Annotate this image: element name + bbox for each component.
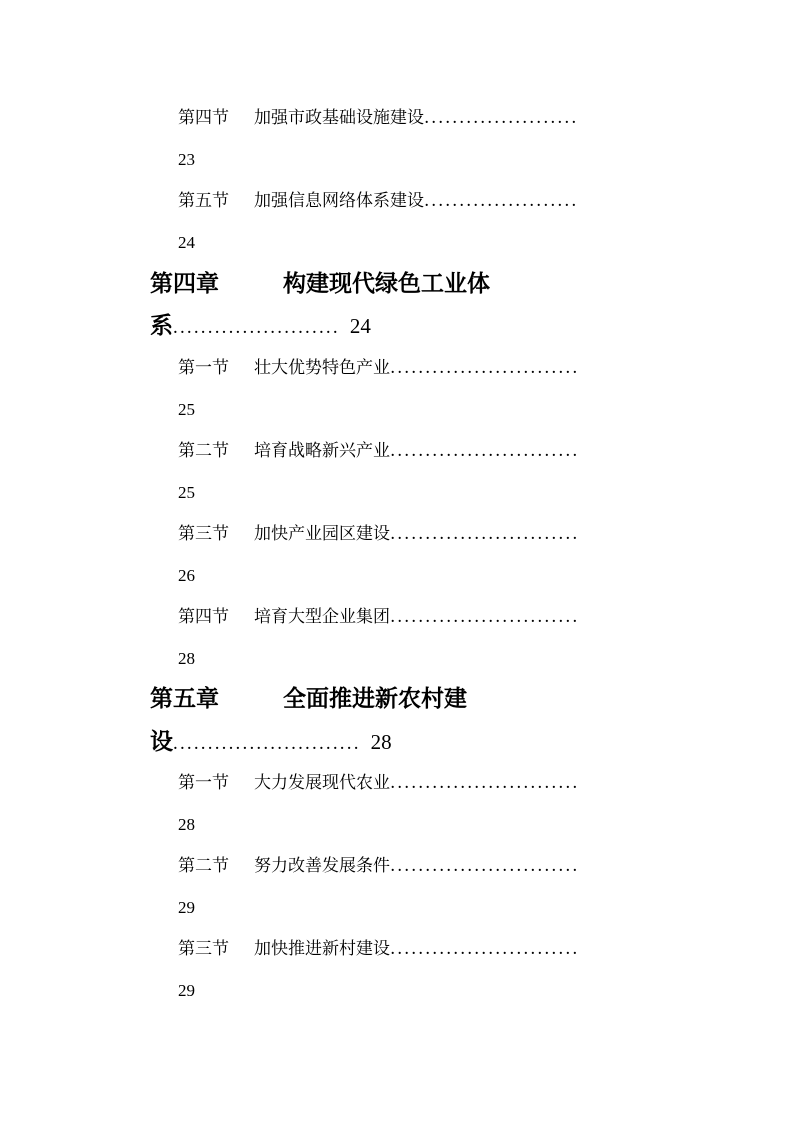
section-label: 第三节	[178, 524, 229, 544]
leader-dots: ...........................	[390, 773, 580, 793]
section-title: 努力改善发展条件	[254, 856, 390, 876]
section-label: 第五节	[178, 191, 229, 211]
leader-dots: ...........................	[390, 441, 580, 461]
section-title: 大力发展现代农业	[254, 773, 390, 793]
toc-page-number: 29	[178, 898, 195, 917]
section-label: 第四节	[178, 108, 229, 128]
section-title: 加强市政基础设施建设	[254, 108, 424, 128]
leader-dots: ......................	[424, 108, 579, 128]
toc-page-number: 26	[178, 566, 195, 585]
toc-section-entry[interactable]	[178, 110, 578, 127]
chapter-page-number: 24	[349, 314, 371, 338]
toc-section-entry[interactable]	[178, 609, 579, 626]
section-title: 加强信息网络体系建设	[254, 191, 424, 211]
toc-section-entry[interactable]	[178, 193, 578, 210]
toc-chapter-entry[interactable]	[150, 273, 490, 296]
leader-dots: ...........................	[390, 939, 580, 959]
chapter-title: 全面推进新农村建	[283, 686, 467, 712]
leader-dots: ......................	[424, 191, 579, 211]
chapter-label: 第五章	[150, 686, 219, 712]
toc-page-number: 28	[178, 649, 195, 668]
toc-section-entry[interactable]	[178, 526, 579, 543]
toc-section-entry[interactable]	[178, 858, 579, 875]
section-title: 培育大型企业集团	[254, 607, 390, 627]
section-label: 第四节	[178, 607, 229, 627]
leader-dots: ...........................	[390, 607, 580, 627]
section-title: 加快产业园区建设	[254, 524, 390, 544]
chapter-page-number: 28	[370, 730, 392, 754]
section-label: 第三节	[178, 939, 229, 959]
toc-section-entry[interactable]	[178, 443, 579, 460]
toc-page-number: 24	[178, 233, 195, 252]
leader-dots: ...........................	[173, 733, 361, 754]
toc-section-entry[interactable]	[178, 941, 579, 958]
section-label: 第一节	[178, 358, 229, 378]
section-label: 第二节	[178, 856, 229, 876]
chapter-title-tail: 系	[150, 313, 173, 339]
leader-dots: ........................	[173, 317, 340, 338]
toc-page-number: 29	[178, 981, 195, 1000]
toc-chapter-continuation	[150, 315, 371, 338]
section-title: 培育战略新兴产业	[254, 441, 390, 461]
toc-section-entry[interactable]	[178, 360, 579, 377]
toc-chapter-continuation	[150, 731, 392, 754]
toc-page-number: 23	[178, 150, 195, 169]
leader-dots: ...........................	[390, 856, 580, 876]
toc-page-number: 25	[178, 483, 195, 502]
leader-dots: ...........................	[390, 524, 580, 544]
toc-page-number: 28	[178, 815, 195, 834]
chapter-title: 构建现代绿色工业体	[283, 271, 490, 297]
leader-dots: ...........................	[390, 358, 580, 378]
chapter-title-tail: 设	[150, 729, 173, 755]
toc-page-number: 25	[178, 400, 195, 419]
toc-chapter-entry[interactable]	[150, 688, 467, 711]
section-label: 第一节	[178, 773, 229, 793]
section-title: 加快推进新村建设	[254, 939, 390, 959]
section-label: 第二节	[178, 441, 229, 461]
toc-section-entry[interactable]	[178, 775, 579, 792]
section-title: 壮大优势特色产业	[254, 358, 390, 378]
chapter-label: 第四章	[150, 271, 219, 297]
